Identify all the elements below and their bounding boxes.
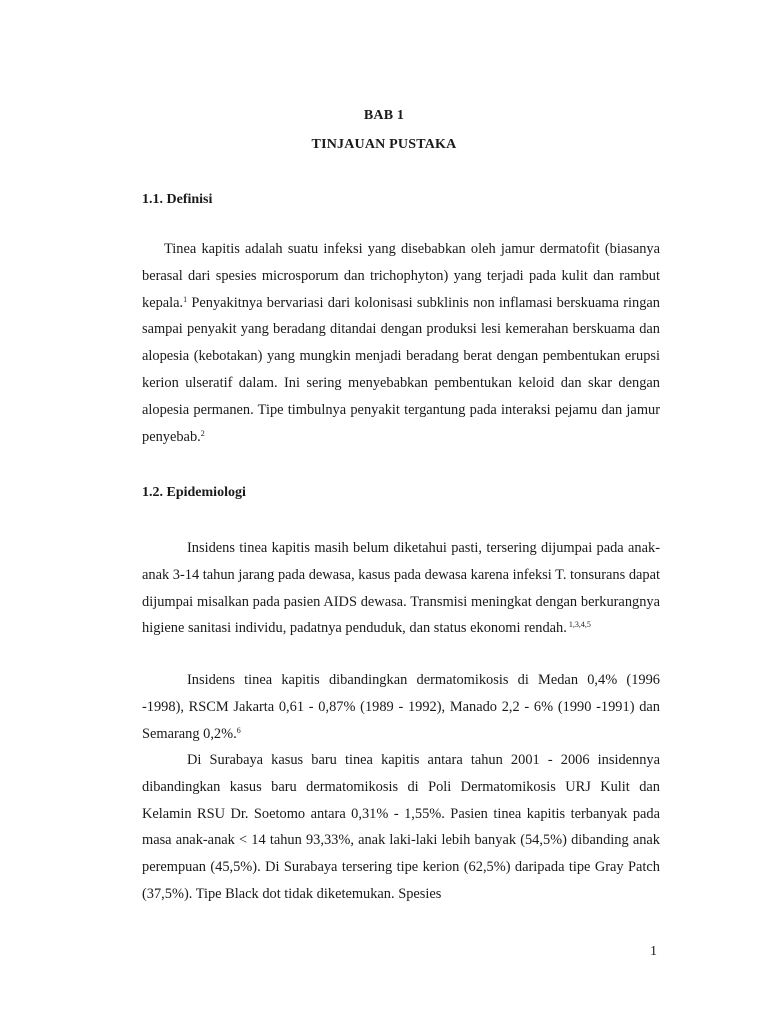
paragraph-epidemiologi-2 [142, 667, 660, 747]
page-number: 1 [650, 944, 657, 959]
paragraph-text: Penyakitnya bervariasi dari kolonisasi subklinis non inflamasi berskuama ringan sampai penyakit yang beradang ditandai dengan produksi lesi kemerahan berskuama dan alopesia (kebotakan) yang mungkin menjadi beradang berat dengan pembentukan erupsi kerion ulseratif dalam. Ini sering menyebabkan pembentukan keloid dan skar dengan alopesia permanen. Tipe timbulnya penyakit tergantung pada interaksi pejamu dan jamur penyebab. [142, 294, 660, 445]
chapter-title: TINJAUAN PUSTAKA [311, 137, 457, 152]
citation-ref: 2 [200, 428, 205, 438]
paragraph-text: Tinea kapitis adalah suatu infeksi yang disebabkan oleh jamur dermatofit (biasanya berasal dari spesies microsporum dan trichophyton) yang terjadi pada kulit dan rambut kepala. [142, 241, 660, 311]
paragraph-text: Di Surabaya kasus baru tinea kapitis antara tahun 2001 - 2006 insidennya dibandingkan kasus baru dermatomikosis di Poli Dermatomikosis URJ Kulit dan Kelamin RSU Dr. Soetomo antara 0,31% - 1,55%. Pasien tinea kapitis terbanyak pada masa anak-anak < 14 tahun 93,33%, anak laki-laki lebih banyak (54,5%) dibanding anak perempuan (45,5%). Di Surabaya tersering tipe kerion (62,5%) daripada tipe Gray Patch (37,5%). Tipe Black dot tidak diketemukan. Spesies [142, 752, 660, 902]
citation-ref: 1 [183, 294, 188, 304]
paragraph-definisi [142, 236, 660, 450]
citation-ref: 1,3,4,5 [566, 620, 591, 630]
citation-ref: 6 [236, 725, 241, 735]
section-heading-epidemiologi: 1.2. Epidemiologi [142, 485, 246, 500]
paragraph-epidemiologi-1 [142, 535, 660, 642]
paragraph-text: Insidens tinea kapitis dibandingkan dermatomikosis di Medan 0,4% (1996 -1998), RSCM Jakarta 0,61 - 0,87% (1989 - 1992), Manado 2,2 - 6% (1990 -1991) dan Semarang 0,2%. [142, 672, 660, 742]
paragraph-epidemiologi-3 [142, 747, 660, 908]
chapter-number: BAB 1 [363, 108, 405, 123]
section-heading-definisi: 1.1. Definisi [142, 192, 213, 207]
paragraph-text: Insidens tinea kapitis masih belum diketahui pasti, tersering dijumpai pada anak-anak 3-14 tahun jarang pada dewasa, kasus pada dewasa karena infeksi T. tonsurans dapat dijumpai misalkan pada pasien AIDS dewasa. Transmisi meningkat dengan berkurangnya higiene sanitasi individu, padatnya penduduk, dan status ekonomi rendah. [142, 540, 660, 637]
